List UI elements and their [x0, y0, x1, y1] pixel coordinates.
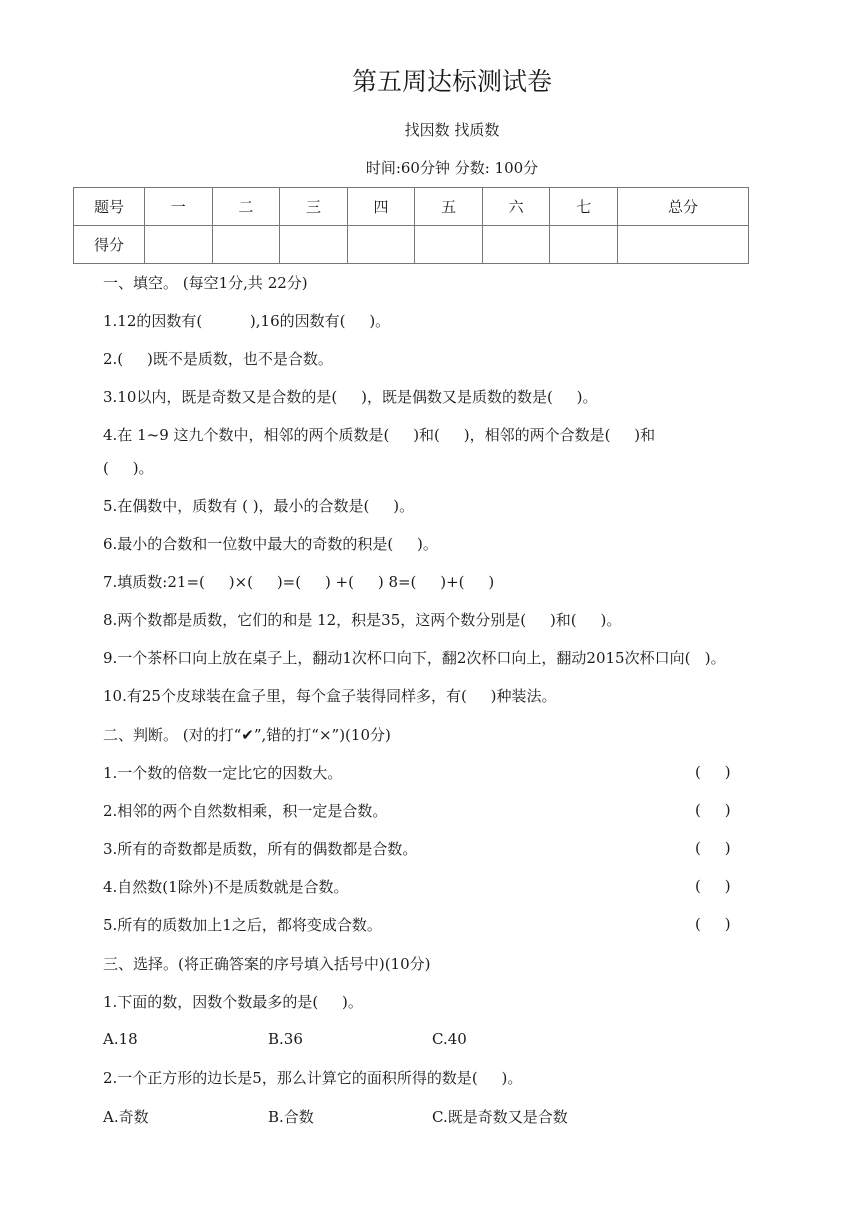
question-item: 10.有25个皮球装在盒子里，每个盒子装得同样多，有( )种装法。	[103, 687, 557, 705]
score-input-cell[interactable]	[280, 226, 348, 264]
judge-item: 1.一个数的倍数一定比它的因数大。	[103, 764, 343, 782]
page-title: 第五周达标测试卷	[351, 67, 552, 96]
judge-item: 4.自然数(1除外)不是质数就是合数。	[103, 878, 349, 896]
answer-paren[interactable]: ( )	[695, 763, 731, 781]
choice-question: 2.一个正方形的边长是5，那么计算它的面积所得的数是( )。	[103, 1069, 523, 1087]
section-heading-judge: 二、判断。 (对的打“✔”,错的打“×”)(10分)	[103, 726, 391, 744]
page-subtitle: 找因数 找质数	[404, 121, 500, 139]
choice-option-b[interactable]: B.合数	[268, 1108, 314, 1126]
score-input-cell[interactable]	[550, 226, 618, 264]
table-cell: 一	[145, 188, 213, 226]
table-cell: 题号	[74, 188, 145, 226]
answer-paren[interactable]: ( )	[695, 877, 731, 895]
choice-option-a[interactable]: A.18	[103, 1030, 138, 1048]
question-item: 6.最小的合数和一位数中最大的奇数的积是( )。	[103, 535, 438, 553]
table-cell: 七	[550, 188, 618, 226]
question-item: 1.12的因数有( ),16的因数有( )。	[103, 312, 391, 330]
table-cell: 得分	[74, 226, 145, 264]
section-heading-choice: 三、选择。(将正确答案的序号填入括号中)(10分)	[103, 955, 431, 973]
exam-meta: 时间:60分钟 分数: 100分	[365, 159, 539, 177]
score-input-cell[interactable]	[482, 226, 550, 264]
table-cell: 总分	[618, 188, 749, 226]
answer-paren[interactable]: ( )	[695, 801, 731, 819]
table-cell: 三	[280, 188, 348, 226]
choice-option-c[interactable]: C.既是奇数又是合数	[432, 1108, 568, 1126]
table-cell: 六	[482, 188, 550, 226]
choice-option-c[interactable]: C.40	[432, 1030, 467, 1048]
table-cell: 四	[347, 188, 415, 226]
question-item: 8.两个数都是质数，它们的和是 12，积是35，这两个数分别是( )和( )。	[103, 611, 622, 629]
section-heading-fill: 一、填空。 (每空1分,共 22分)	[103, 274, 308, 292]
score-table-score-row	[74, 226, 749, 264]
score-table	[73, 187, 749, 264]
table-cell: 五	[415, 188, 483, 226]
question-item: 4.在 1~9 这九个数中，相邻的两个质数是( )和( )，相邻的两个合数是( )和	[103, 426, 656, 444]
table-cell: 二	[212, 188, 280, 226]
question-item: 5.在偶数中，质数有 ( )，最小的合数是( )。	[103, 497, 415, 515]
score-input-cell[interactable]	[347, 226, 415, 264]
score-input-cell[interactable]	[415, 226, 483, 264]
score-input-cell[interactable]	[212, 226, 280, 264]
answer-paren[interactable]: ( )	[695, 839, 731, 857]
score-input-cell[interactable]	[618, 226, 749, 264]
judge-item: 5.所有的质数加上1之后，都将变成合数。	[103, 916, 382, 934]
question-item-continued: ( )。	[103, 459, 154, 477]
score-table-header-row	[74, 188, 749, 226]
question-item: 7.填质数:21=( )×( )=( ) +( ) 8=( )+( )	[103, 573, 495, 591]
question-item: 9.一个茶杯口向上放在桌子上，翻动1次杯口向下，翻2次杯口向上，翻动2015次杯口向( )。	[103, 649, 726, 667]
score-input-cell[interactable]	[145, 226, 213, 264]
judge-item: 2.相邻的两个自然数相乘，积一定是合数。	[103, 802, 388, 820]
question-item: 2.( )既不是质数，也不是合数。	[103, 350, 333, 368]
judge-item: 3.所有的奇数都是质数，所有的偶数都是合数。	[103, 840, 418, 858]
choice-question: 1.下面的数，因数个数最多的是( )。	[103, 993, 363, 1011]
choice-option-b[interactable]: B.36	[268, 1030, 303, 1048]
choice-option-a[interactable]: A.奇数	[103, 1108, 149, 1126]
answer-paren[interactable]: ( )	[695, 915, 731, 933]
question-item: 3.10以内，既是奇数又是合数的是( )，既是偶数又是质数的数是( )。	[103, 388, 598, 406]
